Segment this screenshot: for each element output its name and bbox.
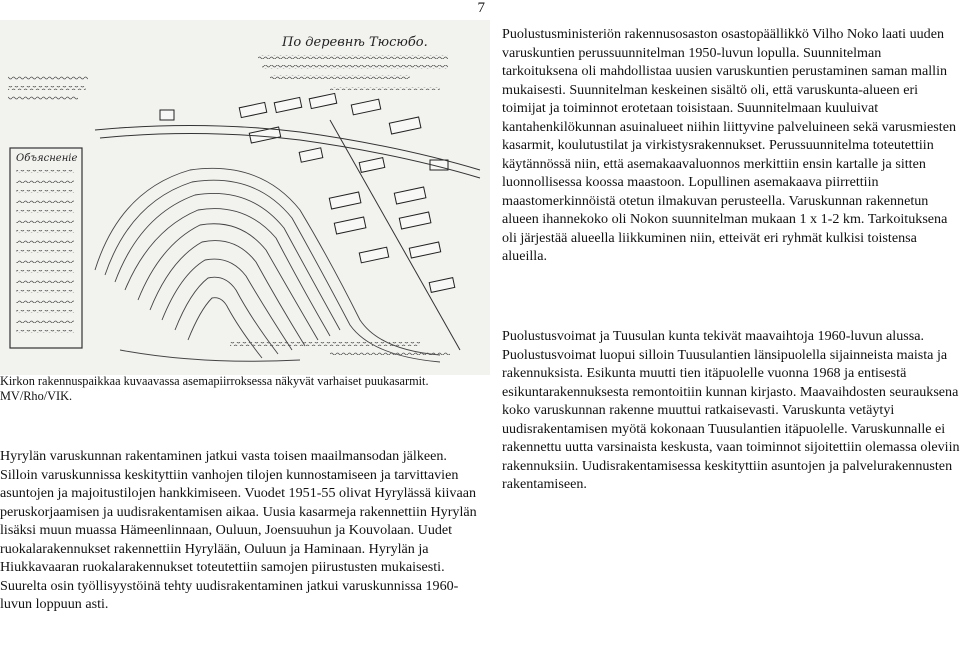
site-plan-image	[0, 20, 490, 375]
legend-heading: Объясненіе	[16, 153, 78, 164]
right-body-paragraph-2: Puolustusvoimat ja Tuusulan kunta tekivät maavaihtoja 1960-luvun alussa. Puolustusvoimat luopui silloin Tuusulantien länsipuolella sijainneista maista ja rakennuksista. Esikunta muutti tien itäpuolelle vuonna 1968 ja entisestä esikuntarakennuksesta remontoitiin kunnan kirjasto. Maavaihdosten seurauksena koko varuskunnan rakenne muuttui ratkaisevasti. Varuskunta vetäytyi uudisrakentamisen myötä kokonaan Tuusulantien itäpuolelle. Varuskunnalle ei rakennettu uutta varsinaista keskusta, vaan toiminnot sijoitettiin olemassa oleviin rakennuksiin. Uudisrakentamisessa keskityttiin asuntojen ja palvelurakennusten rakentamiseen.	[502, 328, 960, 492]
figure-caption: Kirkon rakennuspaikkaa kuvaavassa asemapiirroksessa näkyvät varhaiset puukasarmit. MV/Rho/VIK.	[0, 374, 429, 403]
page-number: 7	[477, 0, 485, 16]
map-title: По деревнѣ Тюсюбо.	[282, 35, 428, 50]
historical-site-plan-drawing	[0, 20, 490, 375]
left-body-paragraph: Hyrylän varuskunnan rakentaminen jatkui vasta toisen maailmansodan jälkeen. Silloin varuskunnissa keskityttiin vanhojen tilojen kunnostamiseen ja tarvittavien asuntojen ja majoitustilojen hankkimiseen. Vuodet 1951-55 olivat Hyrylässä kiivaan peruskorjaamisen ja uudisrakentamisen aikaa. Uusia kasarmeja rakennettiin Hyrylän lisäksi muun muassa Hämeenlinnaan, Ouluun, Joensuuhun ja Kouvolaan. Uudet ruokalarakennukset rakennettiin Hyrylään, Ouluun ja Haminaan. Hyrylän ja Hiukkavaaran ruokalarakennukset toteutettiin samojen piirustusten mukaisesti. Suurelta osin työllisyystöinä tehty uudisrakentaminen jatkui varuskunnissa 1960-luvun loppuun asti.	[0, 448, 477, 612]
right-body-paragraph-1: Puolustusministeriön rakennusosaston osastopäällikkö Vilho Noko laati uuden varuskuntien perussuunnitelman 1950-luvun lopulla. Suunnitelman tarkoituksena oli mahdollistaa uusien varuskuntien perustaminen saman mallin mukaisesti. Suunnitelman keskeinen sisältö oli, että varuskunta-alueen eri toimijat ja toiminnot erotetaan toisistaan. Suunnitelmaan kuuluivat kantahenkilökunnan asuinalueet niihin liittyvine palveluineen sekä varusmiesten kasarmit, koulutustilat ja virkistysrakennukset. Perussuunnitelma toteutettiin käytännössä niin, että asemakaavaluonnos merkittiin ensin kartalle ja sitten luonnollisessa koossa maastoon. Lopullinen asemakaava piirrettiin maastomerkinnöistä otetun ilmakuvan perusteella. Varuskunnan rakennetun alueen ihannekoko oli Nokon suunnitelman mukaan 1 x 1-2 km. Tarkoituksena oli järjestää alueella liikkuminen niin, etteivät eri ryhmät kulkisi toistensa alueilla.	[502, 26, 957, 264]
